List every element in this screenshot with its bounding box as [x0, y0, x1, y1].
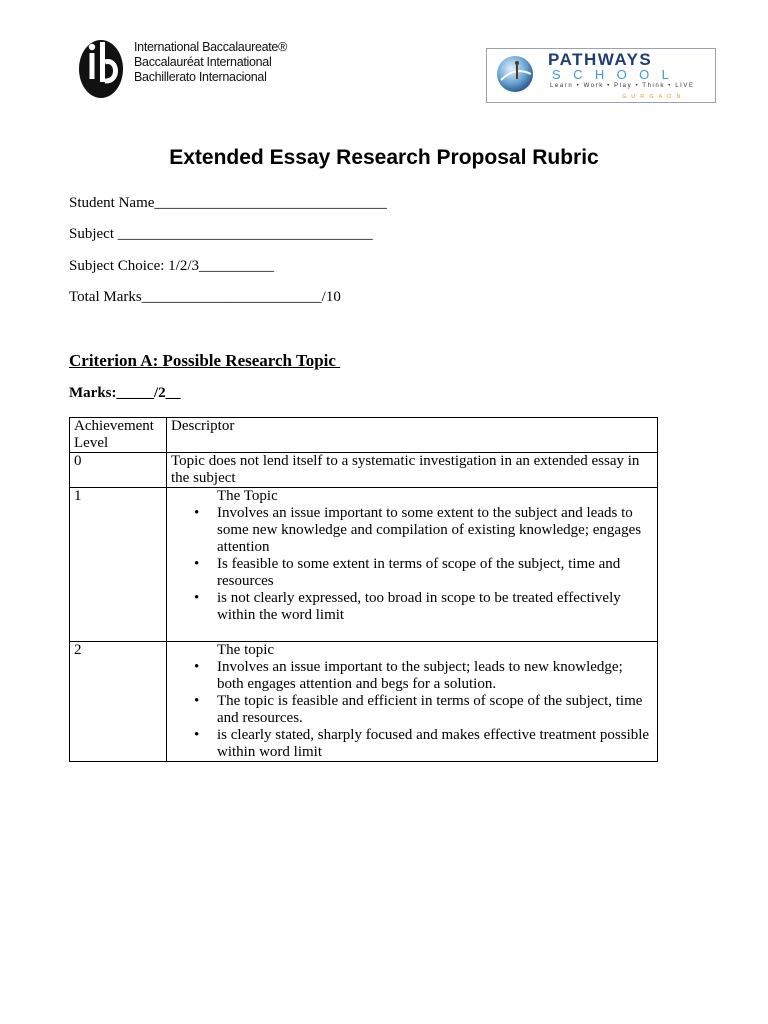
table-row — [70, 642, 658, 762]
ib-logo-line: Bachillerato Internacional — [134, 70, 267, 84]
subject-choice-field: Subject Choice: 1/2/3__________ — [69, 258, 274, 274]
descriptor-bullets — [171, 659, 653, 761]
ib-emblem-icon — [78, 34, 128, 100]
rubric-table — [69, 417, 658, 762]
ib-logo-text — [134, 40, 287, 85]
list-item: • is not clearly expressed, too broad in scope to be treated effectively within the word limit — [217, 590, 653, 624]
descriptor-heading: The Topic — [217, 488, 278, 504]
ib-logo-line: Baccalauréat International — [134, 55, 272, 69]
ib-logo — [78, 34, 287, 100]
header-level: Achievement Level — [70, 418, 167, 453]
globe-icon — [495, 54, 535, 94]
descriptor-bullets — [171, 505, 653, 624]
student-name-field: Student Name_______________________________ — [69, 195, 387, 211]
list-item: • The topic is feasible and efficient in terms of scope of the subject, time and resources. — [217, 693, 653, 727]
list-item: • Involves an issue important to the subject; leads to new knowledge; both engages attention and begs for a solution. — [217, 659, 653, 693]
row-level: 2 — [70, 642, 167, 762]
criterion-marks: Marks:_____/2__ — [69, 385, 181, 401]
pathways-school: SCHOOL — [552, 67, 682, 82]
pathways-city: GURGAON — [622, 94, 686, 100]
total-marks-field: Total Marks________________________/10 — [69, 289, 341, 305]
row-level: 0 — [70, 453, 167, 488]
spacer — [171, 624, 653, 641]
header-descriptor: Descriptor — [167, 418, 658, 453]
ib-logo-line: International Baccalaureate® — [134, 40, 287, 54]
pathways-tagline: Learn • Work • Play • Think • LIVE — [550, 83, 695, 89]
list-item: • Is feasible to some extent in terms of scope of the subject, time and resources — [217, 556, 653, 590]
table-row — [70, 453, 658, 488]
descriptor-heading: The topic — [217, 642, 275, 658]
row-descriptor — [167, 642, 658, 762]
subject-field: Subject __________________________________ — [69, 226, 373, 242]
row-level: 1 — [70, 488, 167, 642]
table-row — [70, 488, 658, 642]
list-item: • is clearly stated, sharply focused and makes effective treatment possible within word limit — [217, 727, 653, 761]
row-descriptor — [167, 488, 658, 642]
page-title: Extended Essay Research Proposal Rubric — [169, 146, 599, 169]
table-header-row — [70, 418, 658, 453]
list-item: • Involves an issue important to some extent to the subject and leads to some new knowledge and compilation of existing knowledge; engages attention — [217, 505, 653, 556]
criterion-title: Criterion A: Possible Research Topic — [69, 351, 341, 370]
row-descriptor: Topic does not lend itself to a systematic investigation in an extended essay in the subject — [167, 453, 658, 488]
pathways-name: PATHWAYS — [548, 50, 653, 69]
